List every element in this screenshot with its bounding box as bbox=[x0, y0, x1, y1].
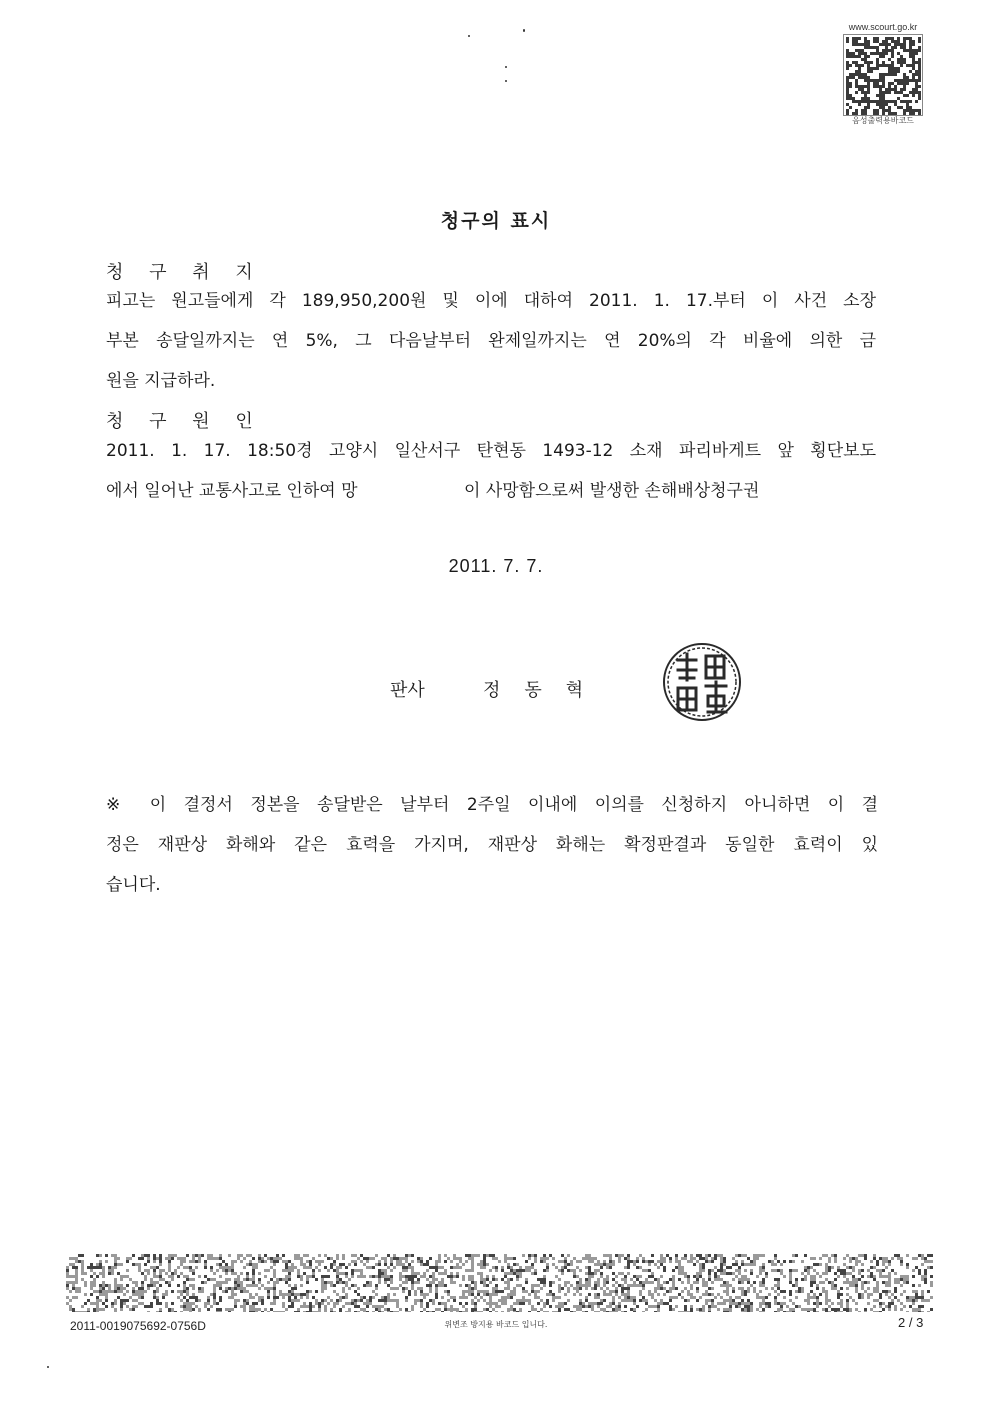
judge-title: 판사 bbox=[390, 680, 425, 701]
claim-cause-line: 이 사망함으로써 발생한 손해배상청구권 bbox=[464, 481, 760, 501]
qr-code-icon bbox=[843, 34, 923, 116]
scan-speck bbox=[468, 35, 470, 37]
decision-date: 2011. 7. 7. bbox=[448, 556, 544, 576]
scan-speck bbox=[47, 1366, 49, 1368]
notice-line: ※ 이 결정서 정본을 송달받은 날부터 2주일 이내에 이의를 신청하지 아니하면 이 결 bbox=[106, 795, 878, 815]
judge-name: 정동혁 bbox=[483, 680, 608, 701]
anti-forgery-caption: 위변조 방지용 바코드 입니다. bbox=[444, 1320, 548, 1329]
scan-speck bbox=[505, 66, 507, 68]
notice-line: 습니다. bbox=[106, 875, 161, 895]
page-number: 2 / 3 bbox=[898, 1315, 924, 1330]
document-number: 2011-0019075692-0756D bbox=[70, 1319, 206, 1333]
scan-speck bbox=[505, 80, 507, 82]
claim-cause-line: 2011. 1. 17. 18:50경 고양시 일산서구 탄현동 1493-12 소재 파리바게트 앞 횡단보도 bbox=[106, 441, 876, 461]
page-title: 청구의 표시 bbox=[440, 210, 552, 232]
scan-speck bbox=[523, 29, 525, 32]
claim-purpose-line: 부본 송달일까지는 연 5%, 그 다음날부터 완제일까지는 연 20%의 각 비율에 의한 금 bbox=[106, 331, 876, 351]
claim-purpose-line: 피고는 원고들에게 각 189,950,200원 및 이에 대하여 2011. 1. 17.부터 이 사건 소장 bbox=[106, 291, 876, 311]
qr-caption: 음성출력용바코드 bbox=[852, 116, 914, 125]
qr-url: www.scourt.go.kr bbox=[848, 22, 918, 32]
anti-forgery-barcode-icon bbox=[66, 1254, 933, 1312]
court-seal-icon bbox=[660, 640, 744, 724]
claim-cause-heading: 청 구 원 인 bbox=[106, 411, 263, 432]
notice-line: 정은 재판상 화해와 같은 효력을 가지며, 재판상 화해는 확정판결과 동일한 효력이 있 bbox=[106, 835, 878, 855]
claim-purpose-heading: 청 구 취 지 bbox=[106, 262, 263, 283]
claim-purpose-line: 원을 지급하라. bbox=[106, 371, 216, 391]
claim-cause-line: 에서 일어난 교통사고로 인하여 망 bbox=[106, 481, 358, 501]
